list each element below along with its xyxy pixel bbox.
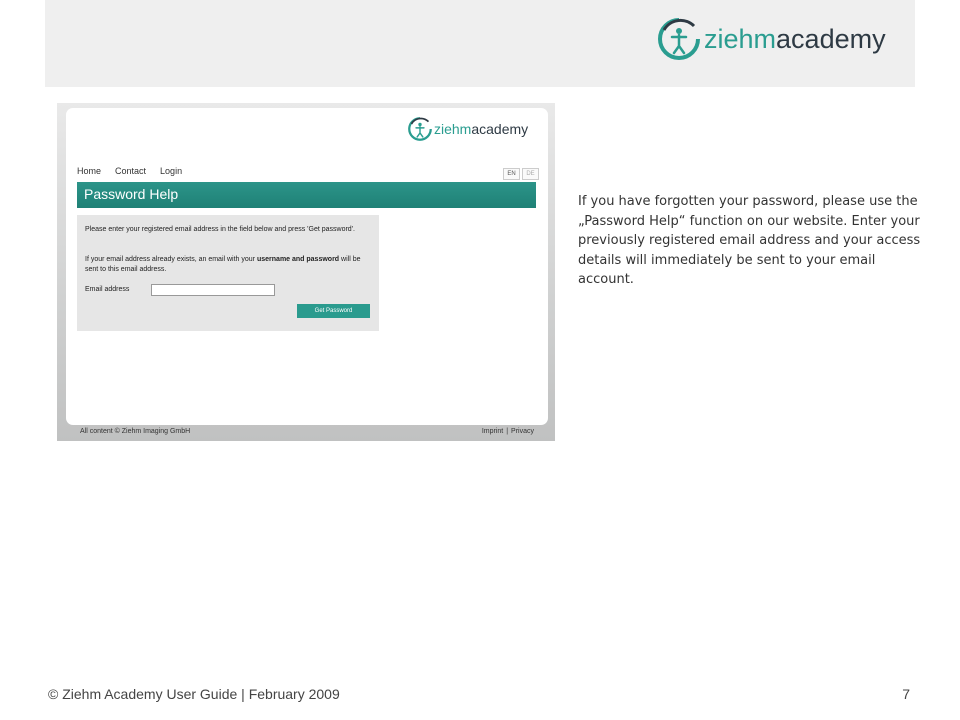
nav-contact[interactable]: Contact	[115, 166, 147, 176]
lang-en-button[interactable]: EN	[503, 168, 520, 180]
website-screenshot	[57, 103, 555, 441]
form-note-suffix: will be sent to this email address.	[85, 256, 361, 273]
ziehm-academy-logo	[656, 16, 886, 62]
language-switcher	[503, 168, 539, 180]
page-title-bar	[77, 182, 536, 208]
site-footer-links	[482, 428, 534, 435]
form-note-bold: username and password	[256, 256, 340, 263]
site-logo	[407, 116, 528, 142]
lang-de-button[interactable]: DE	[522, 168, 539, 180]
page-title: Password Help	[84, 186, 179, 202]
form-note	[85, 255, 371, 275]
email-input[interactable]	[151, 284, 275, 296]
privacy-link[interactable]: Privacy	[511, 428, 534, 435]
footer-separator: |	[506, 428, 509, 435]
description-text: If you have forgotten your password, please use the „Password Help“ function on our website. Enter your previously registered email address and your access details will immediately be sent to your email account.	[578, 194, 921, 287]
password-help-page	[66, 108, 548, 425]
logo-word-academy: academy	[471, 121, 529, 137]
password-help-form	[77, 215, 379, 331]
logo-word-ziehm: ziehm	[434, 121, 472, 137]
slide-footer: © Ziehm Academy User Guide | February 2009	[48, 686, 340, 702]
logo-word-ziehm: ziehm	[704, 23, 777, 54]
form-note-prefix: If your email address already exists, an email with your	[85, 256, 256, 263]
ziehm-logo-icon	[656, 16, 702, 62]
site-nav	[77, 166, 182, 176]
email-label: Email address	[85, 286, 130, 293]
nav-login[interactable]: Login	[160, 166, 183, 176]
get-password-button[interactable]: Get Password	[297, 304, 370, 318]
imprint-link[interactable]: Imprint	[481, 428, 504, 435]
ziehm-logo-icon	[407, 116, 433, 142]
nav-home[interactable]: Home	[77, 166, 102, 176]
logo-word-academy: academy	[776, 23, 886, 54]
form-instruction: Please enter your registered email address in the field below and press 'Get password'.	[85, 226, 355, 233]
page-number: 7	[902, 686, 910, 702]
site-copyright: All content © Ziehm Imaging GmbH	[80, 428, 191, 435]
